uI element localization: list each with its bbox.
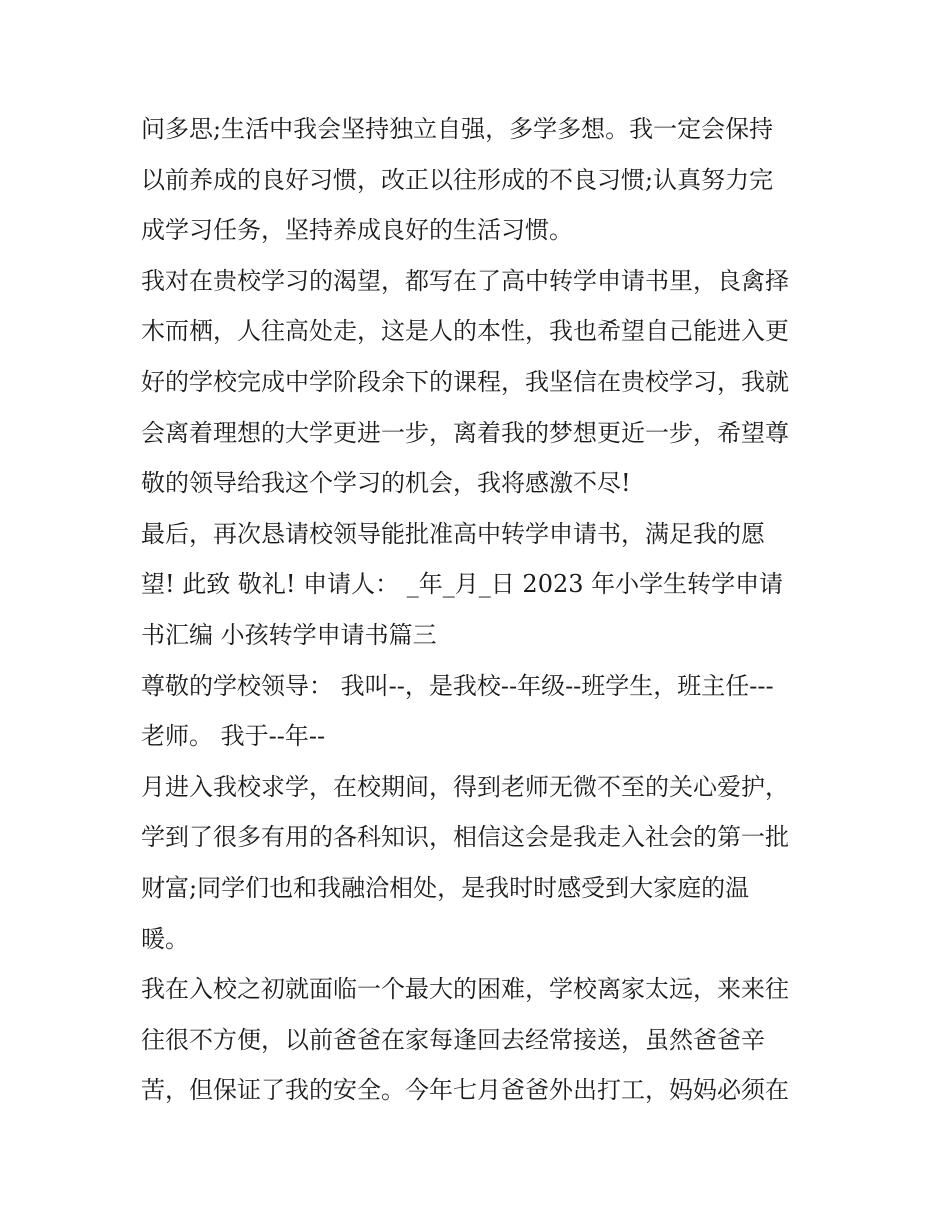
text-line: 老师。 我于--年--	[141, 722, 326, 751]
text-line: 往很不方便，以前爸爸在家每逢回去经常接送，虽然爸爸辛	[141, 1025, 765, 1054]
text-line: 暖。	[141, 924, 189, 953]
text-line: 望! 此致 敬礼! 申请人： _年_月_日 2023 年小学生转学申请	[141, 570, 784, 599]
text-line: 财富;同学们也和我融洽相处，是我时时感受到大家庭的温	[141, 873, 750, 902]
text-line: 苦，但保证了我的安全。今年七月爸爸外出打工，妈妈必须在	[141, 1076, 789, 1105]
text-line: 书汇编 小孩转学申请书篇三	[141, 620, 437, 649]
text-line: 我对在贵校学习的渴望，都写在了高中转学申请书里，良禽择	[141, 266, 789, 295]
text-line: 成学习任务，坚持养成良好的生活习惯。	[141, 216, 573, 245]
text-line: 好的学校完成中学阶段余下的课程，我坚信在贵校学习，我就	[141, 367, 789, 396]
text-line: 学到了很多有用的各科知识，相信这会是我走入社会的第一批	[141, 823, 789, 852]
text-line: 木而栖，人往高处走，这是人的本性，我也希望自己能进入更	[141, 317, 789, 346]
text-line: 月进入我校求学，在校期间，得到老师无微不至的关心爱护，	[141, 772, 789, 801]
text-line: 敬的领导给我这个学习的机会，我将感激不尽!	[141, 469, 631, 498]
text-line: 最后，再次恳请校领导能批准高中转学申请书，满足我的愿	[141, 519, 765, 548]
text-line: 尊敬的学校领导： 我叫--，是我校--年级--班学生，班主任---	[141, 671, 774, 700]
text-line: 以前养成的良好习惯，改正以往形成的不良习惯;认真努力完	[141, 165, 774, 194]
text-line: 问多思;生活中我会坚持独立自强，多学多想。我一定会保持	[141, 115, 774, 143]
text-line: 会离着理想的大学更进一步，离着我的梦想更近一步，希望尊	[141, 418, 789, 447]
text-line: 我在入校之初就面临一个最大的困难，学校离家太远，来来往	[141, 975, 789, 1004]
document-body	[141, 104, 821, 1116]
